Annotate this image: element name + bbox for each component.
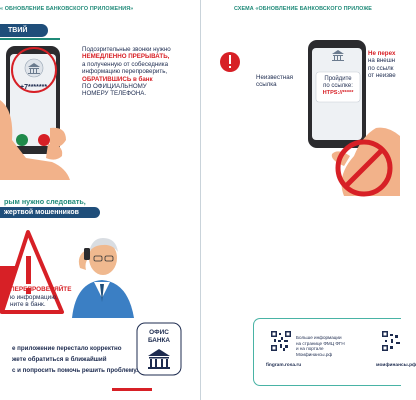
side-line-4: от неизве: [368, 72, 396, 80]
warn-line-1: ПЕРЕПРОВЕРЯЙТЕ: [10, 286, 72, 293]
qr-code-fingram: [271, 331, 291, 351]
call-line-2: НЕМЕДЛЕННО ПРЕРЫВАТЬ,: [82, 53, 170, 61]
office-label-2: БАНКА: [147, 337, 171, 344]
screen-url: HTPS://*****: [322, 90, 354, 96]
caller-number: +7*******: [20, 84, 48, 91]
warn-line-3: ните в банк.: [10, 301, 46, 309]
banner-mid-line-2: жертвой мошенников: [0, 207, 100, 218]
section-banner-top-left: [0, 24, 48, 37]
header-left: « ОБНОВЛЕНИЕ БАНКОВСКОГО ПРИЛОЖЕНИЯ»: [0, 6, 134, 12]
screen-line-1: Пройдите: [324, 76, 352, 82]
qr-code-moifinansy: [382, 331, 401, 351]
call-line-1: Подозрительные звонки нужно: [82, 46, 171, 53]
info-card: [253, 318, 416, 386]
office-advice: [12, 344, 152, 376]
info-line-4: Моифинансы.рф: [296, 351, 333, 357]
banner-text: ТВИЙ: [8, 27, 28, 34]
header-right: СХЕМА «ОБНОВЛЕНИЕ БАНКОВСКОГО ПРИЛОЖЕ: [234, 6, 373, 12]
screen-line-2: по ссылке:: [323, 83, 353, 89]
link-screen-text: [316, 76, 360, 97]
office-red-stripe: [112, 388, 152, 391]
warn-line-2: ю информацию,: [10, 293, 58, 301]
info-line-1: Больше информации: [296, 335, 342, 340]
call-line-6: ПО ОФИЦИАЛЬНОМУ: [82, 83, 147, 91]
side-line-1: Не перех: [368, 50, 396, 57]
side-line-3: по ссылк: [368, 64, 394, 72]
call-line-5: ОБРАТИВШИСЬ в банк: [82, 75, 153, 83]
unknown-link-label: Неизвестная ссылка: [256, 74, 293, 89]
phone-call-illustration: [0, 40, 80, 180]
info-url-fingram: fingram.rosa.ru: [266, 363, 302, 368]
office-label-1: ОФИС: [149, 329, 169, 336]
office-line-1: е приложение перестало корректно: [12, 345, 122, 352]
call-line-7: НОМЕРУ ТЕЛЕФОНА.: [82, 90, 147, 98]
qr-code-icon: [271, 331, 291, 351]
call-line-3: а полученную от собеседника: [82, 60, 169, 68]
link-side-advice: [368, 50, 402, 80]
section-banner-mid: [0, 195, 102, 225]
page-divider: [200, 0, 201, 400]
info-line-2: на странице ФМЦ ФГН: [296, 340, 345, 346]
info-line-3: и на портале: [296, 346, 324, 352]
warning-text: [0, 286, 110, 309]
hand-holding-phone-icon: [0, 40, 80, 180]
office-line-3: с и попросить помочь решить проблему.: [12, 366, 138, 374]
banner-mid-line-1: рым нужно следовать,: [4, 197, 86, 206]
call-advice: [82, 46, 194, 98]
office-line-2: жете обратиться в ближайший: [12, 355, 107, 363]
info-url-moifinansy: моифинансы.рф: [376, 363, 416, 368]
info-text: [296, 335, 345, 357]
side-line-2: на внешн: [368, 57, 396, 65]
call-line-4: информацию перепроверить,: [82, 68, 168, 76]
qr-code-icon: [382, 331, 402, 351]
